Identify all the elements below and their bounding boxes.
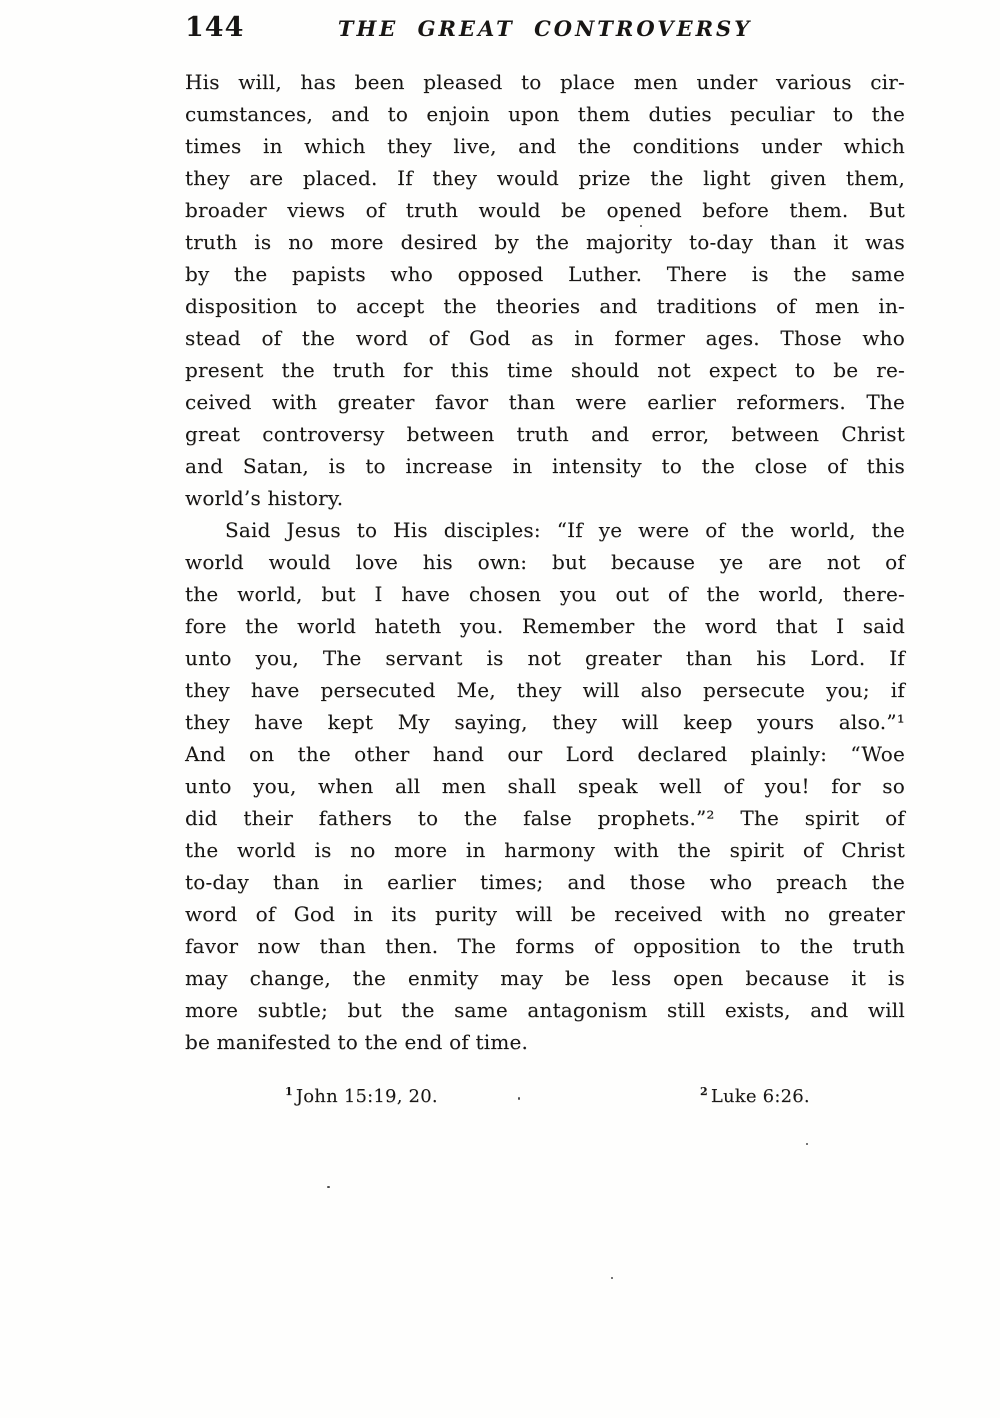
- text-line: truth is no more desired by the majority to-day than it was: [185, 230, 905, 254]
- text-line: world would love his own: but because ye are not of: [185, 550, 905, 574]
- text-line: they have kept My saying, they will keep yours also.”¹: [185, 710, 905, 734]
- text-line: and Satan, is to increase in intensity to the close of this: [185, 454, 905, 478]
- text-line: they have persecuted Me, they will also persecute you; if: [185, 678, 905, 702]
- text-line: the world, but I have chosen you out of the world, there-: [185, 582, 905, 606]
- footnote-2: [700, 1076, 810, 1113]
- text-line: cumstances, and to enjoin upon them duties peculiar to the: [185, 102, 905, 126]
- page-number: 144: [185, 12, 245, 43]
- text-line: by the papists who opposed Luther. There is the same: [185, 262, 905, 286]
- text-line: great controversy between truth and error, between Christ: [185, 422, 905, 446]
- text-line: word of God in its purity will be received with no greater: [185, 902, 905, 926]
- scan-speck: [518, 1097, 520, 1100]
- text-line: And on the other hand our Lord declared plainly: “Woe: [185, 742, 905, 766]
- paragraph-1: [185, 66, 905, 514]
- text-line: more subtle; but the same antagonism still exists, and will: [185, 998, 905, 1022]
- text-line: unto you, The servant is not greater than his Lord. If: [185, 646, 905, 670]
- footnote-1: [285, 1076, 438, 1113]
- text-line: may change, the enmity may be less open because it is: [185, 966, 905, 990]
- text-line: the world is no more in harmony with the spirit of Christ: [185, 838, 905, 862]
- text-line: world’s history.: [185, 486, 344, 510]
- running-title: THE GREAT CONTROVERSY: [337, 16, 753, 41]
- text-line: His will, has been pleased to place men under various cir-: [185, 70, 905, 94]
- text-line: ceived with greater favor than were earlier reformers. The: [185, 390, 905, 414]
- text-line: Said Jesus to His disciples: “If ye were of the world, the: [225, 518, 905, 542]
- page-header: [185, 12, 905, 42]
- scan-speck: [640, 225, 642, 227]
- footnote-marker: 1: [285, 1085, 293, 1098]
- page-content: [185, 12, 905, 1107]
- scan-speck: [327, 1186, 330, 1188]
- body-text: [185, 66, 905, 1107]
- scan-speck: [611, 1277, 613, 1279]
- text-line: disposition to accept the theories and traditions of men in-: [185, 294, 905, 318]
- paragraph-2: [185, 514, 905, 1058]
- text-line: fore the world hateth you. Remember the word that I said: [185, 614, 905, 638]
- footnotes: [185, 1076, 905, 1107]
- text-line: times in which they live, and the conditions under which: [185, 134, 905, 158]
- footnote-text: Luke 6:26.: [710, 1086, 810, 1107]
- text-line: present the truth for this time should not expect to be re-: [185, 358, 905, 382]
- text-line: they are placed. If they would prize the light given them,: [185, 166, 905, 190]
- text-line: did their fathers to the false prophets.”² The spirit of: [185, 806, 905, 830]
- scan-speck: [806, 1143, 808, 1145]
- text-line: favor now than then. The forms of opposition to the truth: [185, 934, 905, 958]
- text-line: be manifested to the end of time.: [185, 1030, 529, 1054]
- text-line: broader views of truth would be opened before them. But: [185, 198, 905, 222]
- footnote-text: John 15:19, 20.: [295, 1086, 438, 1107]
- text-line: stead of the word of God as in former ages. Those who: [185, 326, 905, 350]
- footnote-marker: 2: [700, 1085, 708, 1098]
- text-line: to-day than in earlier times; and those who preach the: [185, 870, 905, 894]
- text-line: unto you, when all men shall speak well of you! for so: [185, 774, 905, 798]
